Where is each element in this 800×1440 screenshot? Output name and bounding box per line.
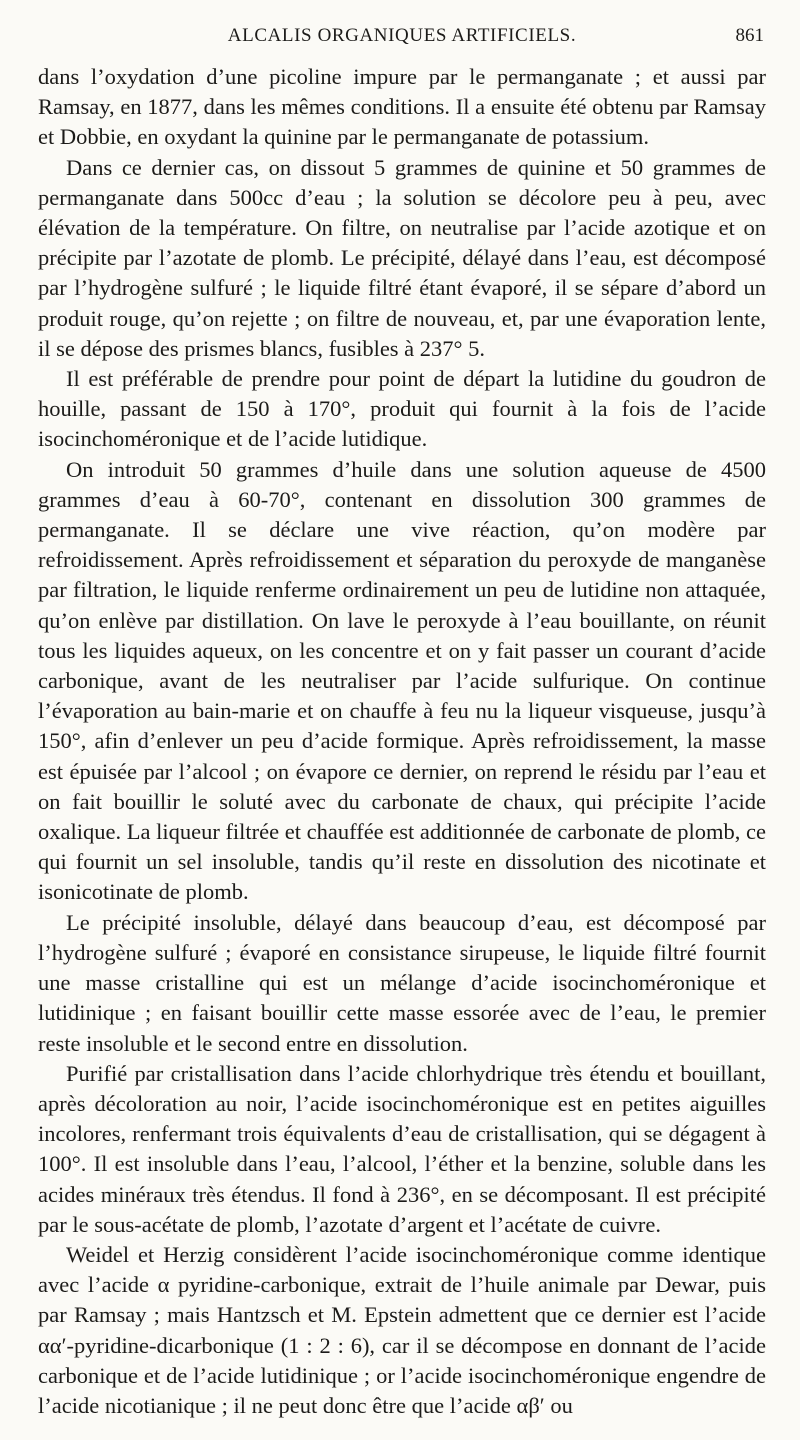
paragraph-3: Il est préférable de prendre pour point de départ la lutidine du goudron de houille, passant de 150 à 170°, produit qui fournit à la fois de l’acide isocinchoméronique et de l’acide lutidique. [38,366,766,452]
paragraph-7: Weidel et Herzig considèrent l’acide isocinchoméronique comme identique avec l’acide α pyridine-carbonique, extrait de l’huile animale par Dewar, puis par Ramsay ; mais Hantzsch et M. Epstein admettent que ce dernier est l’acide αα′-pyridine-dicarbonique (1 : 2 : 6), car il se décompose en donnant de l’acide carbonique et de l’acide lutidinique ; or l’acide isocinchoméronique engendre de l’acide nicotianique ; il ne peut donc être que l’acide αβ′ ou [38,1241,766,1418]
paragraph-2: Dans ce dernier cas, on dissout 5 grammes de quinine et 50 grammes de permanganate dans 500cc d’eau ; la solution se décolore peu à peu, avec élévation de la température. On filtre, on neutralise par l’acide azotique et on précipite par l’azotate de plomb. Le précipité, délayé dans l’eau, est décomposé par l’hydrogène sulfuré ; le liquide filtré étant évaporé, il se sépare d’abord un produit rouge, qu’on rejette ; on filtre de nouveau, et, par une évaporation lente, il se dépose des prismes blancs, fusibles à 237° 5. [38,154,766,361]
body-text [38,62,766,1421]
paragraph-1: dans l’oxydation d’une picoline impure par le permanganate ; et aussi par Ramsay, en 1877, dans les mêmes conditions. Il a ensuite été obtenu par Ramsay et Dobbie, en oxydant la quinine par le permanganate de potassium. [38,64,766,150]
paragraph-6: Purifié par cristallisation dans l’acide chlorhydrique très étendu et bouillant, après décoloration au noir, l’acide isocinchoméronique est en petites aiguilles incolores, renfermant trois équivalents d’eau de cristallisation, qui se dégagent à 100°. Il est insoluble dans l’eau, l’alcool, l’éther et la benzine, soluble dans les acides minéraux très étendus. Il fond à 236°, en se décomposant. Il est précipité par le sous-acétate de plomb, l’azotate d’argent et l’acétate de cuivre. [38,1060,766,1237]
running-title: ALCALIS ORGANIQUES ARTIFICIELS. [227,25,577,46]
paragraph-5: Le précipité insoluble, délayé dans beaucoup d’eau, est décomposé par l’hydrogène sulfuré ; évaporé en consistance sirupeuse, le liquide filtré fournit une masse cristalline qui est un mélange d’acide isocinchoméronique et lutidinique ; en faisant bouillir cette masse essorée avec de l’eau, le premier reste insoluble et le second entre en dissolution. [38,909,766,1056]
paragraph-4: On introduit 50 grammes d’huile dans une solution aqueuse de 4500 grammes d’eau à 60-70°, contenant en dissolution 300 grammes de permanganate. Il se déclare une vive réaction, qu’on modère par refroidissement. Après refroidissement et séparation du peroxyde de manganèse par filtration, le liquide renferme ordinairement un peu de lutidine non attaquée, qu’on enlève par distillation. On lave le peroxyde à l’eau bouillante, on réunit tous les liquides aqueux, on les concentre et on y fait passer un courant d’acide carbonique, avant de les neutraliser par l’acide sulfurique. On continue l’évaporation au bain-marie et on chauffe à feu nu la liqueur visqueuse, jusqu’à 150°, afin d’enlever un peu d’acide formique. Après refroidissement, la masse est épuisée par l’alcool ; on évapore ce dernier, on reprend le résidu par l’eau et on fait bouillir le soluté avec du carbonate de chaux, qui précipite l’acide oxalique. La liqueur filtrée et chauffée est additionnée de carbonate de plomb, ce qui fournit un sel insoluble, tandis qu’il reste en dissolution des nicotinate et isonicotinate de plomb. [38,456,767,905]
page-number: 861 [735,25,764,46]
page-header [38,0,766,58]
